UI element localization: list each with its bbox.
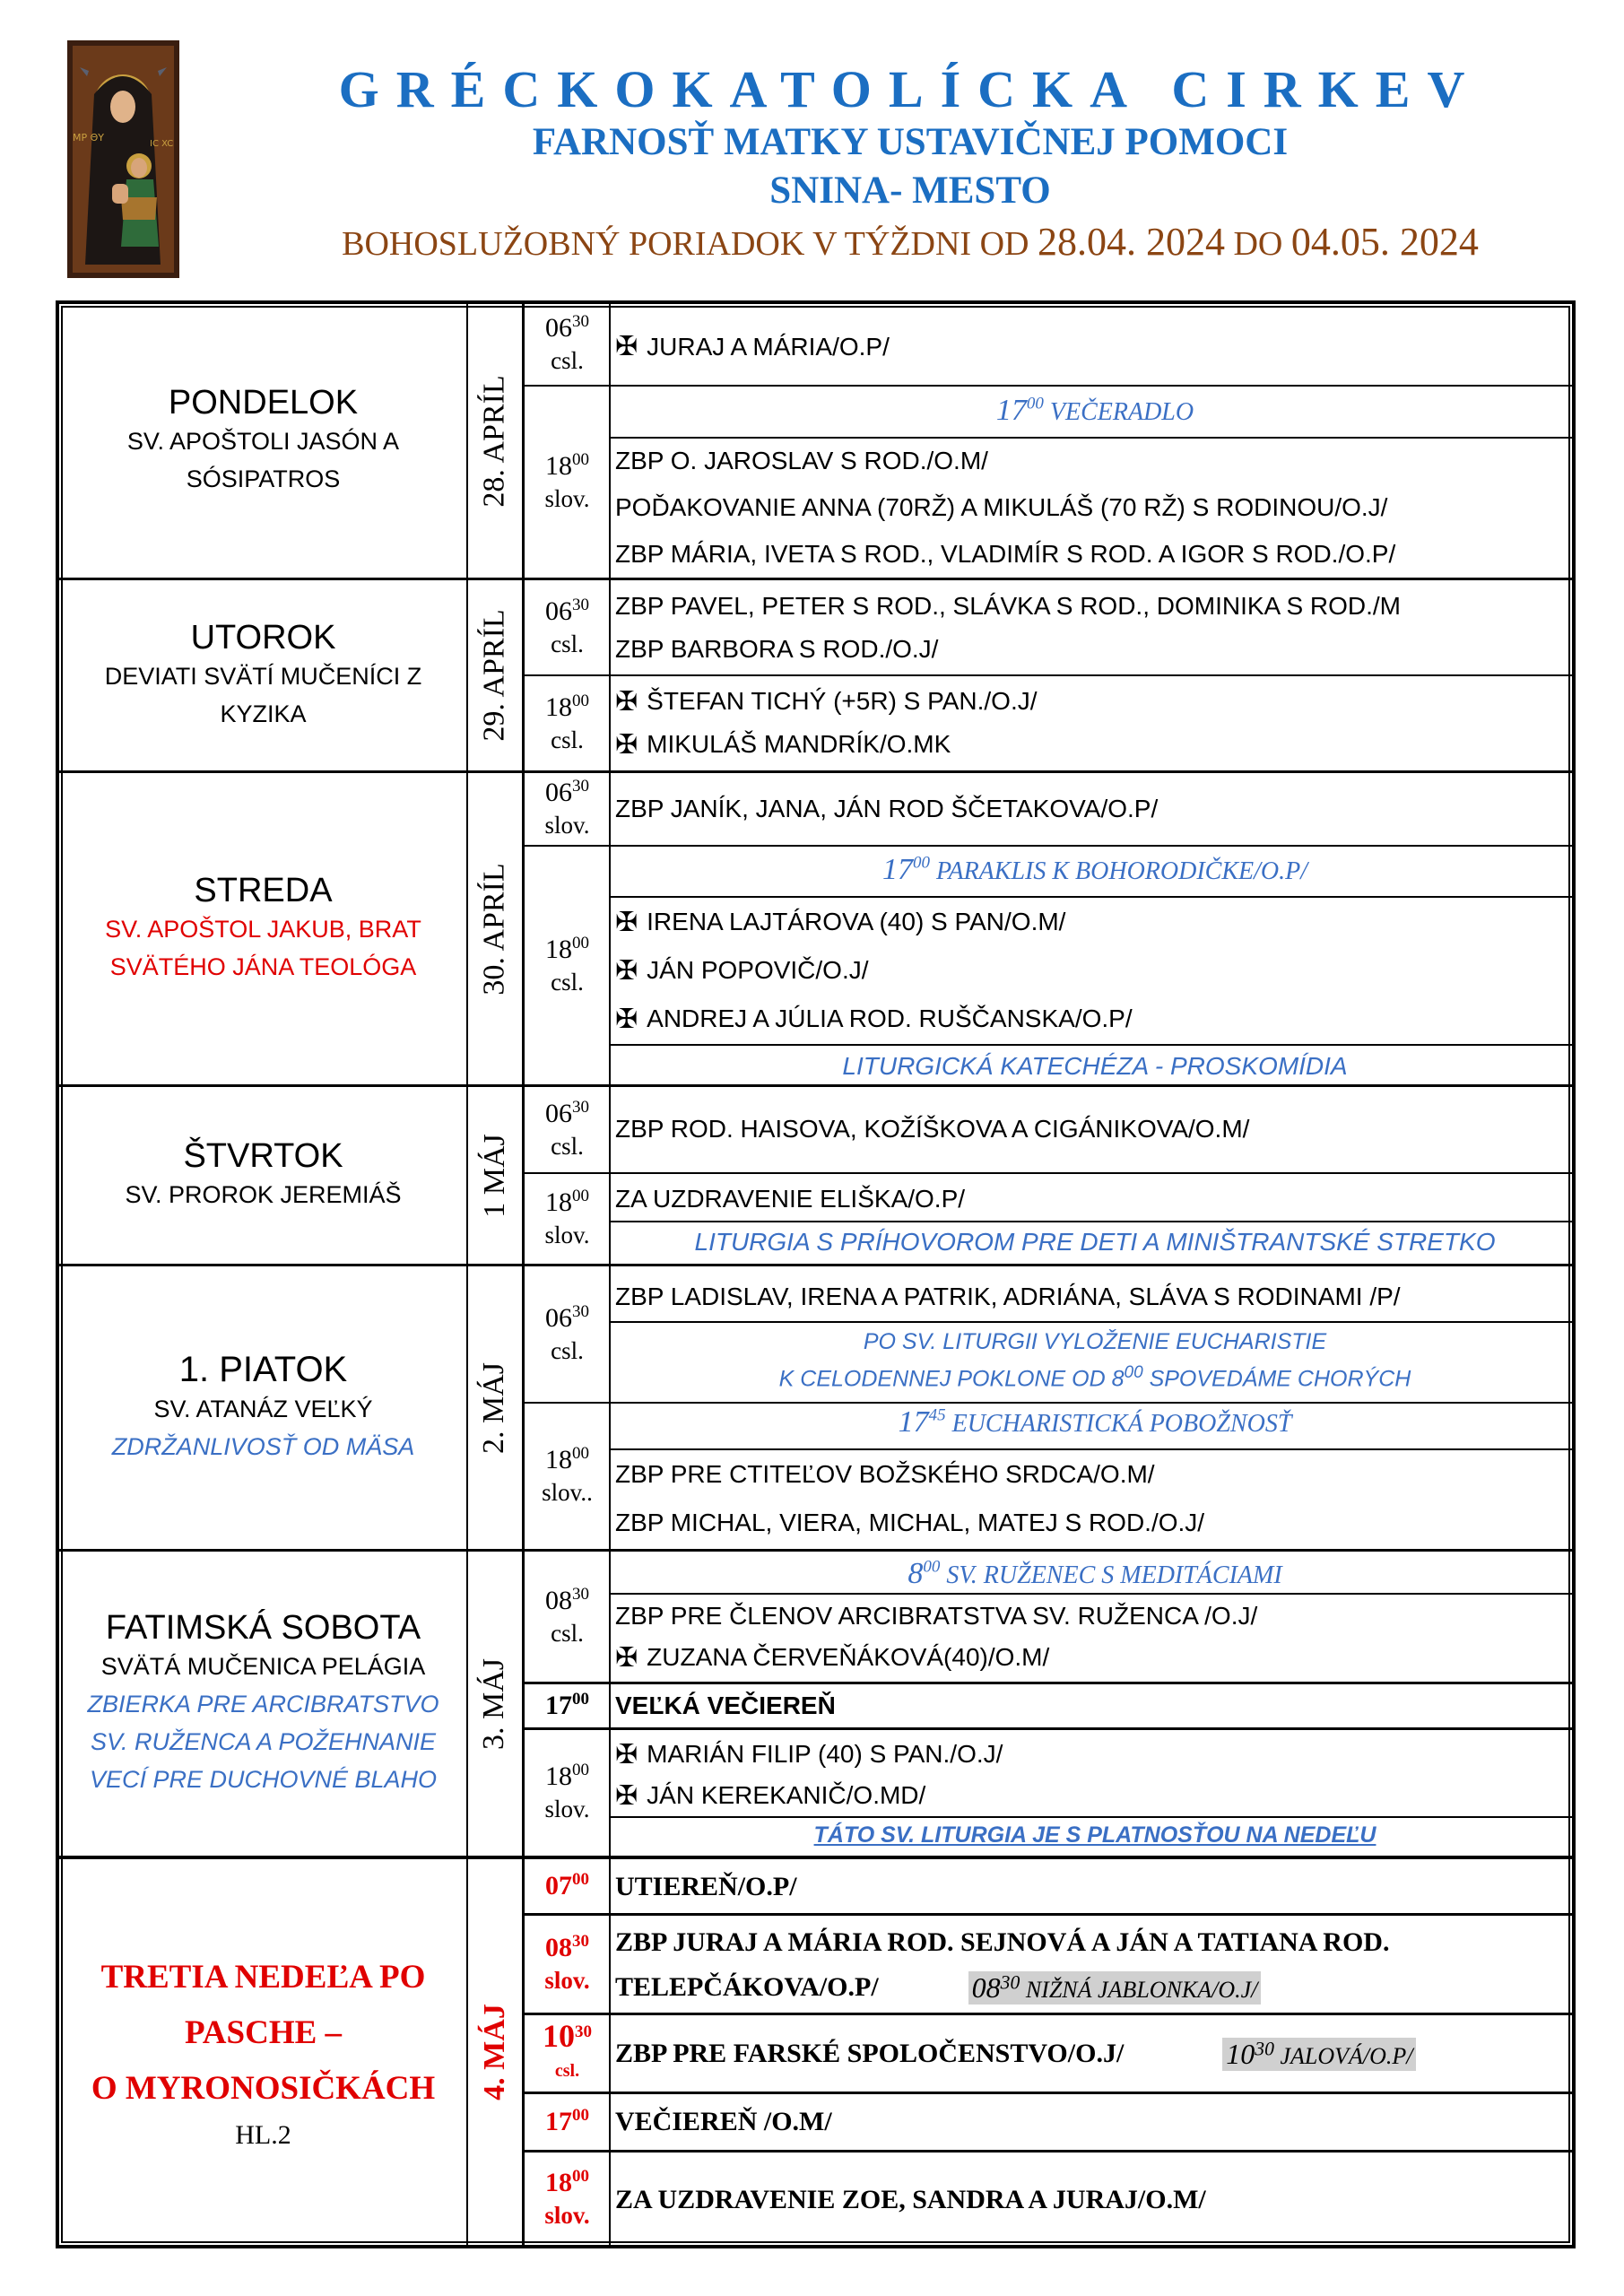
announcement: $17^{45}$ EUCHARISTICKÁ POBOŽNOSŤ xyxy=(898,1405,1292,1439)
announcement: $8^{00}$ SV. RUŽENEC S MEDITÁCIAMI xyxy=(908,1557,1282,1590)
intention: ZBP JANÍK, JANA, JÁN ROD ŠČETAKOVA/O.P/ xyxy=(615,795,1159,822)
intention: ZBP MÁRIA, IVETA S ROD., VLADIMÍR S ROD. A IGOR S ROD./O.P/ xyxy=(615,540,1396,568)
day-sunday: TRETIA NEDEĽA PO PASCHE – O MYRONOSIČKÁCH HL.2 xyxy=(91,1959,436,2150)
service-time: $18^{00}$ slov.. xyxy=(542,1444,593,1506)
service-time: $17^{00}$ xyxy=(545,1690,589,1720)
service-time: $18^{00}$ slov. xyxy=(544,449,590,512)
service-time: $06^{30}$ csl. xyxy=(545,312,589,374)
schedule-period: BOHOSLUŽOBNÝ PORIADOK V TÝŽDNI OD 28.04. 2024 DO 04.05. 2024 xyxy=(342,220,1479,264)
announcement: LITURGIA S PRÍHOVOROM PRE DETI A MINIŠTRANTSKÉ STRETKO xyxy=(694,1228,1496,1256)
intention: ZBP PAVEL, PETER S ROD., SLÁVKA S ROD., DOMINIKA S ROD./M xyxy=(615,592,1401,620)
cross-icon: ✠ xyxy=(615,331,638,362)
intention: ZA UZDRAVENIE ELIŠKA/O.P/ xyxy=(615,1185,966,1213)
service-time: $06^{30}$ csl. xyxy=(545,595,589,657)
intention: ZA UZDRAVENIE ZOE, SANDRA A JURAJ/O.M/ xyxy=(615,2185,1206,2214)
service-time: $18^{00}$ slov. xyxy=(544,2166,590,2229)
icon-lettering-right: IC XC xyxy=(150,139,174,149)
intention: VEČIEREŇ /O.M/ xyxy=(615,2107,832,2136)
announcement: K CELODENNEJ POKLONE OD $8^{00}$ SPOVEDÁME CHORÝCH xyxy=(778,1363,1411,1392)
intention: ✠ MIKULÁŠ MANDRÍK/O.MK xyxy=(615,728,951,761)
service-time: $18^{00}$ csl. xyxy=(545,691,589,753)
intention: ZBP PRE FARSKÉ SPOLOČENSTVO/O.J/ $10^{30}$ JALOVÁ/O.P/ xyxy=(615,2031,1575,2076)
day-tuesday: UTOROK DEVIATI SVÄTÍ MUČENÍCI Z KYZIKA xyxy=(104,618,422,727)
icon-lettering-left: MP ΘY xyxy=(73,132,104,144)
service-time: $18^{00}$ slov. xyxy=(544,1761,590,1822)
parish-name: FARNOSŤ MATKY USTAVIČNEJ POMOCI xyxy=(532,121,1289,163)
cross-icon: ✠ xyxy=(615,1738,638,1770)
service-time: $10^{30}$ csl. xyxy=(543,2018,592,2081)
cross-icon: ✠ xyxy=(615,1003,638,1035)
intention: ✠ IRENA LAJTÁROVA (40) S PAN/O.M/ xyxy=(615,906,1066,938)
intention: ✠ ZUZANA ČERVEŇÁKOVÁ(40)/O.M/ xyxy=(615,1641,1050,1674)
announcement: TÁTO SV. LITURGIA JE S PLATNOSŤOU NA NEDEĽU xyxy=(813,1822,1376,1848)
day-friday: 1. PIATOK SV. ATANÁZ VEĽKÝ ZDRŽANLIVOSŤ OD MÄSA xyxy=(111,1350,415,1460)
service-time: $18^{00}$ slov. xyxy=(544,1187,590,1248)
day-thursday: ŠTVRTOK SV. PROROK JEREMIÁŠ xyxy=(125,1137,402,1208)
intention: POĎAKOVANIE ANNA (70RŽ) A MIKULÁŠ (70 RŽ) S RODINOU/O.J/ xyxy=(615,493,1388,521)
service-time: $07^{00}$ xyxy=(545,1870,589,1900)
service-time: $08^{30}$ slov. xyxy=(544,1932,590,1994)
intention: ✠ JÁN POPOVIČ/O.J/ xyxy=(615,954,869,987)
announcement: PO SV. LITURGII VYLOŽENIE EUCHARISTIE xyxy=(863,1329,1327,1354)
announcement: $17^{00}$ VEČERADLO xyxy=(995,394,1194,427)
day-saturday: FATIMSKÁ SOBOTA SVÄTÁ MUČENICA PELÁGIA ZBIERKA PRE ARCIBRATSTVO SV. RUŽENCA A POŽEHNANIE VECÍ PRE DUCHOVNÉ BLAHO xyxy=(87,1609,439,1793)
intention: ✠ MARIÁN FILIP (40) S PAN./O.J/ xyxy=(615,1738,1003,1770)
day-saint: SV. APOŠTOLI JASÓN A xyxy=(126,428,400,455)
service-time: $17^{00}$ xyxy=(545,2106,589,2136)
announcement: LITURGICKÁ KATECHÉZA - PROSKOMÍDIA xyxy=(842,1052,1348,1080)
date-from: 28.04. 2024 xyxy=(1037,220,1225,264)
church-title: GRÉCKOKATOLÍCKA CIRKEV xyxy=(338,60,1482,118)
service-time: $08^{30}$ csl. xyxy=(545,1584,589,1647)
madonna-icon-image xyxy=(67,40,179,278)
intention: ✠ JÁN KEREKANIČ/O.MD/ xyxy=(615,1779,926,1812)
intention: ✠ ANDREJ A JÚLIA ROD. RUŠČANSKA/O.P/ xyxy=(615,1003,1133,1035)
intention: ZBP MICHAL, VIERA, MICHAL, MATEJ S ROD./O.J/ xyxy=(615,1509,1205,1536)
announcement: $17^{00}$ PARAKLIS K BOHORODIČKE/O.P/ xyxy=(881,853,1308,886)
day-date: 28. APRÍL xyxy=(477,374,511,508)
date-to: 04.05. 2024 xyxy=(1290,220,1479,264)
side-service-note: $08^{30}$ NIŽNÁ JABLONKA/O.J/ xyxy=(968,1971,1262,2005)
intention: UTIEREŇ/O.P/ xyxy=(615,1872,797,1901)
cross-icon: ✠ xyxy=(615,685,638,718)
intention: TELEPČÁKOVA/O.P/ $08^{30}$ NIŽNÁ JABLONKA/O.J/ xyxy=(615,1965,1575,2010)
service-time: $06^{30}$ csl. xyxy=(545,1097,589,1160)
day-monday xyxy=(59,304,467,578)
intention: ZBP PRE ČLENOV ARCIBRATSTVA SV. RUŽENCA /O.J/ xyxy=(615,1602,1258,1630)
town-name: SNINA- MESTO xyxy=(769,170,1051,212)
service-time: $18^{00}$ csl. xyxy=(545,933,589,996)
intention: ZBP O. JAROSLAV S ROD./O.M/ xyxy=(615,447,988,474)
intention: ✠ JURAJ A MÁRIA/O.P/ xyxy=(615,331,890,362)
side-service-note: $10^{30}$ JALOVÁ/O.P/ xyxy=(1222,2038,1416,2071)
cross-icon: ✠ xyxy=(615,1779,638,1812)
cross-icon: ✠ xyxy=(615,906,638,938)
intention: ZBP LADISLAV, IRENA A PATRIK, ADRIÁNA, SLÁVA S RODINAMI /P/ xyxy=(615,1283,1401,1310)
intention: ZBP BARBORA S ROD./O.J/ xyxy=(615,635,939,663)
intention: VEĽKÁ VEČIEREŇ xyxy=(615,1692,836,1719)
service-time: $06^{30}$ csl. xyxy=(545,1301,589,1364)
schedule-table: PONDELOK SV. APOŠTOLI JASÓN A SÓSIPATROS 28. APRÍL $06^{30}$ csl. $18^{00}$ slov. ✠ JURAJ A MÁRIA/O.P/ $17^{00}$ VEČERADLO ZBP O. JAROSLAV S ROD./O.M/ POĎAKOVANIE ANNA (70RŽ) A MIKULÁŠ (70 RŽ) S RODINOU/O.J/ ZBP MÁRIA, IVETA S ROD., VLADIMÍR S ROD. A IGOR S ROD./O.P/ UTOROK DEVIATI SVÄTÍ MUČENÍCI Z KYZIKA 29. APRÍL $06^{30}$ csl. $18^{00}$ csl. ZBP PAVEL, PETER S ROD., SLÁVKA S ROD., DOMINIKA S ROD./M ZBP BARBORA S ROD./O.J/ ✠ ŠTEFAN TICHÝ (+5R) S PAN./O.J/ ✠ MIKULÁŠ MANDRÍK/O.MK STREDA SV. APOŠTOL JAKUB, BRAT SVÄTÉHO JÁNA TEOLÓGA 30. APRÍL $06^{30}$ slov. $18^{00}$ csl. ZBP JANÍK, JANA, JÁN ROD ŠČETAKOVA/O.P/ $17^{00}$ PARAKLIS K BOHORODIČKE/O.P/ ✠ IRENA LAJTÁROVA (40) S PAN/O.M/ ✠ JÁN POPOVIČ/O.J/ ✠ ANDREJ A JÚLIA ROD. RUŠČANSKA/O.P/ LITURGICKÁ KATECHÉZA - PROSKOMÍDIA ŠTVRTOK SV. PROROK JEREMIÁŠ 1 MÁJ $06^{30}$ csl. $18^{00}$ slov. ZBP ROD. HAISOVA, KOŽÍŠKOVA A CIGÁNIKOVA/O.M/ ZA UZDRAVENIE ELIŠKA/O.P/ LITURGIA S PRÍHOVOROM PRE DETI A MINIŠTRANTSKÉ STRETKO 1. PIATOK SV. ATANÁZ VEĽKÝ ZDRŽANLIVOSŤ OD MÄSA 2. MÁJ $06^{30}$ csl. $18^{00}$ slov.. ZBP LADISLAV, IRENA A PATRIK, ADRIÁNA, SLÁVA S RODINAMI /P/ PO SV. LITURGII VYLOŽENIE EUCHARISTIE K CELODENNEJ POKLONE OD $8^{00}$ SPOVEDÁME CHORÝCH $17^{45}$ EUCHARISTICKÁ POBOŽNOSŤ ZBP PRE CTITEĽOV BOŽSKÉHO SRDCA/O.M/ ZBP MICHAL, VIERA, MICHAL, MATEJ S ROD./O.J/ FATIMSKÁ SOBOTA SVÄTÁ MUČENICA PELÁGIA ZBIERKA PRE ARCIBRATSTVO SV. RUŽENCA A POŽEHNANIE VECÍ PRE DUCHOVNÉ BLAHO 3. MÁJ $08^{30}$ csl. $17^{00}$ $18^{00}$ slov. $8^{00}$ SV. RUŽENEC S MEDITÁCIAMI ZBP PRE ČLENOV ARCIBRATSTVA SV. RUŽENCA /O.J/ ✠ ZUZANA ČERVEŇÁKOVÁ(40)/O.M/ VEĽKÁ VEČIEREŇ ✠ MARIÁN FILIP (40) S PAN./O.J/ ✠ JÁN KEREKANIČ/O.MD/ TÁTO SV. LITURGIA JE S PLATNOSŤOU NA NEDEĽU TRETIA NEDEĽA PO PASCHE – O MYRONOSIČKÁCH HL.2 4. MÁJ $07^{00}$ $08^{30}$ slov. $10^{30}$ csl. $17^{00}$ $18^{00}$ slov. UTIEREŇ/O.P/ ZBP JURAJ A MÁRIA ROD. SEJNOVÁ A JÁN A TATIANA ROD. TELEPČÁKOVA/O.P/ $08^{30}$ NIŽNÁ JABLONKA/O.J/ ZBP PRE FARSKÉ SPOLOČENSTVO/O.J/ $10^{30}$ JALOVÁ/O.P/ VEČIEREŇ /O.M/ ZA UZDRAVENIE ZOE, SANDRA A JURAJ/O.M/ xyxy=(56,300,1576,2248)
intention: ZBP PRE CTITEĽOV BOŽSKÉHO SRDCA/O.M/ xyxy=(615,1460,1155,1488)
day-name: PONDELOK xyxy=(168,384,359,422)
day-wednesday: STREDA SV. APOŠTOL JAKUB, BRAT SVÄTÉHO JÁNA TEOLÓGA xyxy=(105,872,421,980)
intention: ZBP ROD. HAISOVA, KOŽÍŠKOVA A CIGÁNIKOVA/O.M/ xyxy=(615,1115,1250,1143)
service-time: $06^{30}$ slov. xyxy=(544,777,590,839)
cross-icon: ✠ xyxy=(615,728,638,761)
intention: ZBP JURAJ A MÁRIA ROD. SEJNOVÁ A JÁN A TATIANA ROD. xyxy=(615,1927,1390,1957)
cross-icon: ✠ xyxy=(615,954,638,987)
intention: ✠ ŠTEFAN TICHÝ (+5R) S PAN./O.J/ xyxy=(615,685,1038,718)
day-saint: SÓSIPATROS xyxy=(186,465,341,492)
cross-icon: ✠ xyxy=(615,1641,638,1674)
